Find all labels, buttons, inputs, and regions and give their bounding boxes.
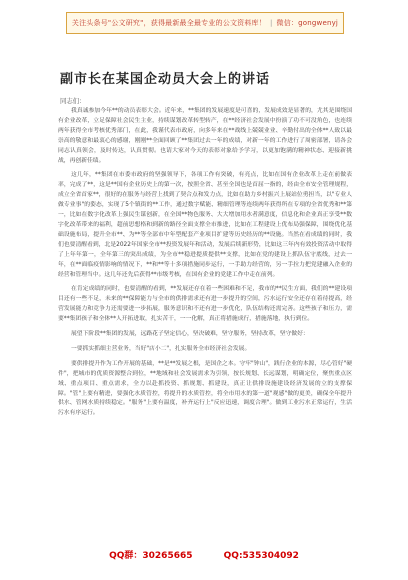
promo-banner (66, 12, 344, 34)
footer-qq: QQ:535304092 (223, 551, 299, 561)
footer-qq-group: QQ群：30265665 (109, 551, 193, 561)
paragraph-2: 这几年，**集团在市委市政府的坚强领导下，各项工作有突破，有亮点，比如在国有企业改革上走在前做表率，完成了**，这是**国有企业历史上的第一次，按照全省、甚至全国也是首屈一指的，经由全市安全管理规程，成立全省首家**，很好的在服务与经营上找到了契合点和发力点，比如在助力乡村振兴上展站位勇担当，以"专业人做专业事"的姿态，实现了5个镇街的**工作，通过数字赋能、精细管理等连续两年获得所在专项的全省优秀和**第一，比如在数字化改革上强民生谋创新，在全国**物色服务、大大增加用水者满意度，信息化和企业真正享受**数字化改革带来的福利，超前思想格和到新的路径全面支撑全市推进，比如在工程建设上优布局强保障，围绕优化基础设施布局，提升全市**、为**等全部市中年型配套产业项目扩建等历史经历的**设施。当然在看成绩的同时，我们也要清醒看到，北是2022年国家全市**投资发展年和活动，发展后续新形势，比如这三年内有效投资活动中取得了上年年第一，全年第三的突出成绩，为全市**稳进提质提供**支撑，比如在党的建设上抓队伍守底线，过去一年，在**面临疫情影响的情况下，**和**等十多项措施同步运行，一手助力经营的，另一手拉力把党建融入企业的经营和管理当中。这几年还先后获得**市级考核，在国有企业的党建工作中走在前列。 (58, 172, 352, 278)
banner-separator: | (269, 19, 273, 27)
paragraph-6: 要供排提升作为工作开展的基础，**是**发展之根，是国企之本。守牢"钟山"，践行企业的本源，尽心管好"硬件"，把城市的优质资源整合到位，**地域和社会发展需求为引领，按长规划、长远谋划，明确定位，聚焦重点区域、重点项目、重点需求，全力以赴抓投资、抓规划、抓建设，真正让供排设施建设经济发展的立的支撑保障。"管"上要有精进，要强化水质管控，将提升的水质管控，将全市用水的第一道"观感"做的更美，确保全年提升供水、管网水质持续稳定。"服务"上要有温度，补齐运行上"反应迅速，调度合理"。做到工业污水正常运行，生活污水有序运行。 (58, 360, 352, 417)
paragraph-5: 一要抓实抓细主营业务，当好"店小二"，扎实服务全市经济社会发展。 (71, 345, 251, 352)
banner-left-text: 关注头条号"公文研究"，获得最新最全最专业的公文资料库！ (71, 19, 266, 27)
document-body (58, 107, 352, 532)
greeting: 同志们： (60, 97, 86, 105)
paragraph-1: 我真诚参加今年**的动员表彰大会。近年来，**集团的发展速度是可喜的，发展成效是显著的，尤其是围绕国有企业改革，立足保障社会民生主业，持续谋划改革转型转产，在**经济社会发展中扮演了功不可没角色，也连续两年获得全市考核优秀部门，在此，我谨代表市政府，向多年来在**战线上兢兢业业、辛勤付出的全体**人致以最崇高的敬意和最衷心的感谢，刚刚**全面回顾了**集团过去一年的成绩，对新一年的工作进行了周密部署，请各会同志认真领会，及时传达，认真贯彻。也请大家对今天的表彰对象给予学习，以更加饱满的精神状态、迎接新挑战，再创新佳绩。 (58, 108, 352, 164)
paragraph-3: 在肯定成绩的同时，也要清醒的看到，**发展还存在着一些困难和不足，我市的**民生方面，我们的**建设项目还有一些不足，未来的**保障能力与全市的供排需求还有进一步提升的空间，污水运行安全还存在着待提高，经营发展能力和竞争力还需要进一步拓展，服务意识和不还有进一步优化，队伍结构还需完善。这些孩子和压力，需要**集团孩子和全体**人开拓进取，扎实苦干，一一化解，真正将措施成行，措施落地，执行到位。 (58, 286, 352, 323)
banner-right-text: 微信：gongwenyj (276, 19, 339, 27)
footer-contacts (0, 548, 408, 561)
document-title: 副市长在某国企动员大会上的讲话 (60, 72, 271, 87)
paragraph-4: 展望下阶段**集团的发展，远路花子坚定信心，坚决破难，坚守服务，坚持改革，坚守做好： (71, 331, 309, 338)
